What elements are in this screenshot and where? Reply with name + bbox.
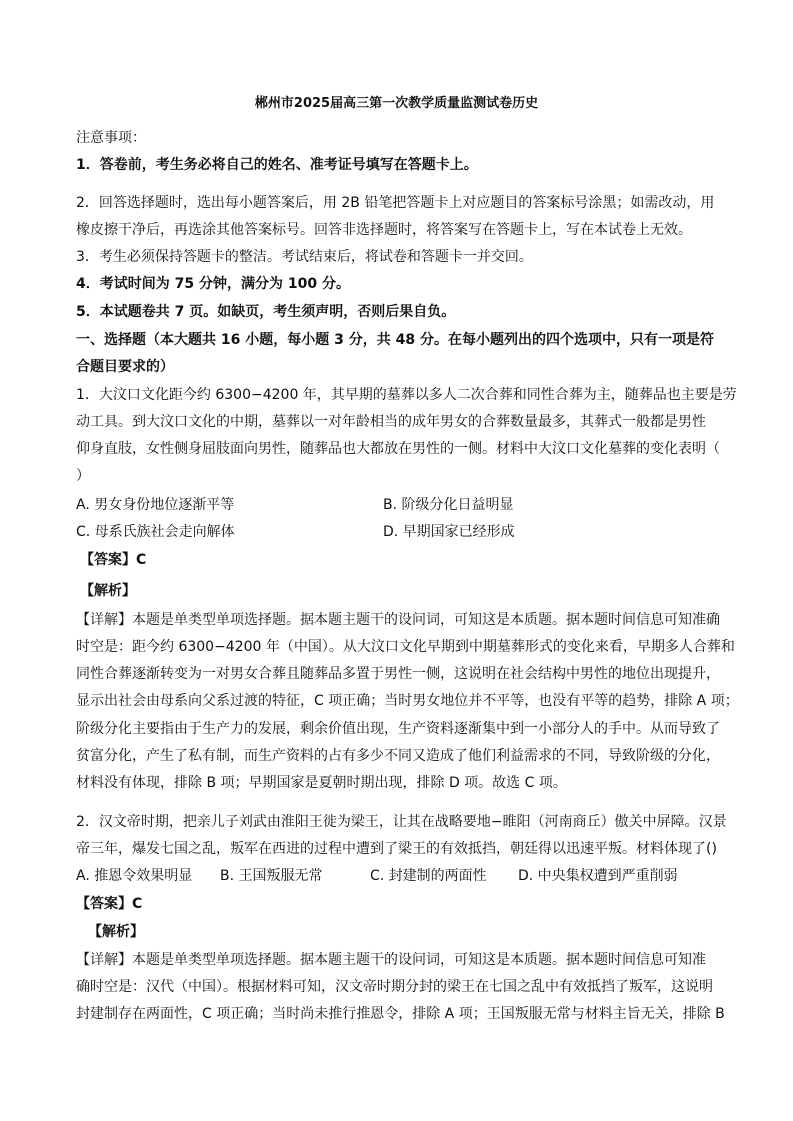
notice-item: 2．回答选择题时，选出每小题答案后，用 2B 铅笔把答题卡上对应题目的答案标号涂黑；如需改动，用 <box>76 195 715 211</box>
notice-item: 橡皮擦干净后，再选涂其他答案标号。回答非选择题时，将答案写在答题卡上，写在本试卷上无效。 <box>76 222 692 238</box>
question-2-answer: 【答案】C <box>76 896 143 912</box>
question-1-stem: ） <box>76 468 90 484</box>
question-2-option-b: B. 王国叛服无常 <box>220 868 323 884</box>
question-1-detail: 显示出社会由母系向父系过渡的特征，C 项正确；当时男女地位并不平等，也没有平等的趋势，排除 A 项； <box>76 693 739 709</box>
question-1-detail: 【详解】本题是单类型单项选择题。据本题主题干的设问词，可知这是本质题。据本题时间信息可知准确 <box>76 612 720 628</box>
question-2-stem: 帝三年，爆发七国之乱，叛军在西进的过程中遭到了梁王的有效抵挡，朝廷得以迅速平叛。材料体现了() <box>76 841 717 857</box>
question-2-option-d: D. 中央集权遭到严重削弱 <box>518 868 678 884</box>
question-2-analysis-label: 【解析】 <box>88 924 144 940</box>
notice-item: 1．答卷前，考生务必将自己的姓名、准考证号填写在答题卡上。 <box>76 157 478 173</box>
question-1-analysis-label: 【解析】 <box>80 583 136 599</box>
question-1-detail: 贫富分化，产生了私有制，而生产资料的占有多少不同又造成了他们利益需求的不同，导致阶级的分化， <box>76 748 720 764</box>
notice-item: 5．本试题卷共 7 页。如缺页，考生须声明，否则后果自负。 <box>76 304 456 320</box>
question-1-detail: 时空是：距今约 6300−4200 年（中国）。从大汶口文化早期到中期墓葬形式的变化来看，早期多人合葬和 <box>76 639 735 655</box>
question-1-option-a: A. 男女身份地位逐渐平等 <box>76 497 235 513</box>
section-heading: 一、选择题（本大题共 16 小题，每小题 3 分，共 48 分。在每小题列出的四个选项中，只有一项是符 <box>76 332 714 348</box>
question-1-option-d: D. 早期国家已经形成 <box>383 524 515 540</box>
question-2-detail: 【详解】本题是单类型单项选择题。据本题主题干的设问词，可知这是本质题。据本题时间信息可知准 <box>76 952 706 968</box>
question-1-detail: 材料没有体现，排除 B 项；早期国家是夏朝时期出现，排除 D 项。故选 C 项。 <box>76 775 567 791</box>
question-2-option-c: C. 封建制的两面性 <box>370 868 487 884</box>
notice-item: 4．考试时间为 75 分钟，满分为 100 分。 <box>76 276 350 292</box>
question-1-stem: 动工具。到大汶口文化的中期，墓葬以一对年龄相当的成年男女的合葬数量最多，其葬式一般都是男性 <box>76 414 706 430</box>
question-1-option-c: C. 母系氏族社会走向解体 <box>76 524 235 540</box>
question-2-detail: 确时空是：汉代（中国）。根据材料可知，汉文帝时期分封的梁王在七国之乱中有效抵挡了叛军，这说明 <box>76 979 713 995</box>
question-1-answer: 【答案】C <box>80 552 147 568</box>
question-1-detail: 阶级分化主要指由于生产力的发展，剩余价值出现，生产资料逐渐集中到一小部分人的手中。从而导致了 <box>76 721 720 737</box>
question-2-detail: 封建制存在两面性，C 项正确；当时尚未推行推恩令，排除 A 项；王国叛服无常与材料主旨无关，排除 B <box>76 1006 725 1022</box>
section-heading-cont: 合题目要求的） <box>76 359 174 375</box>
question-2-option-a: A. 推恩令效果明显 <box>76 868 193 884</box>
question-1-stem: 1．大汶口文化距今约 6300−4200 年，其早期的墓葬以多人二次合葬和同性合葬为主，随葬品也主要是劳 <box>76 387 737 403</box>
question-1-option-b: B. 阶级分化日益明显 <box>383 497 514 513</box>
question-1-detail: 同性合葬逐渐转变为一对男女合葬且随葬品多置于男性一侧，这说明在社会结构中男性的地位出现提升， <box>76 666 720 682</box>
question-1-stem: 仰身直肢，女性侧身屈肢面向男性，随葬品也大都放在男性的一侧。材料中大汶口文化墓葬的变化表明（ <box>76 441 720 457</box>
question-2-stem: 2．汉文帝时期，把亲儿子刘武由淮阳王徙为梁王，让其在战略要地−睢阳（河南商丘）傲关中屏障。汉景 <box>76 814 727 830</box>
notice-item: 3．考生必须保持答题卡的整洁。考试结束后，将试卷和答题卡一并交回。 <box>76 249 533 265</box>
notice-heading: 注意事项： <box>76 130 146 146</box>
page-title: 郴州市2025届高三第一次教学质量监测试卷历史 <box>254 96 539 111</box>
